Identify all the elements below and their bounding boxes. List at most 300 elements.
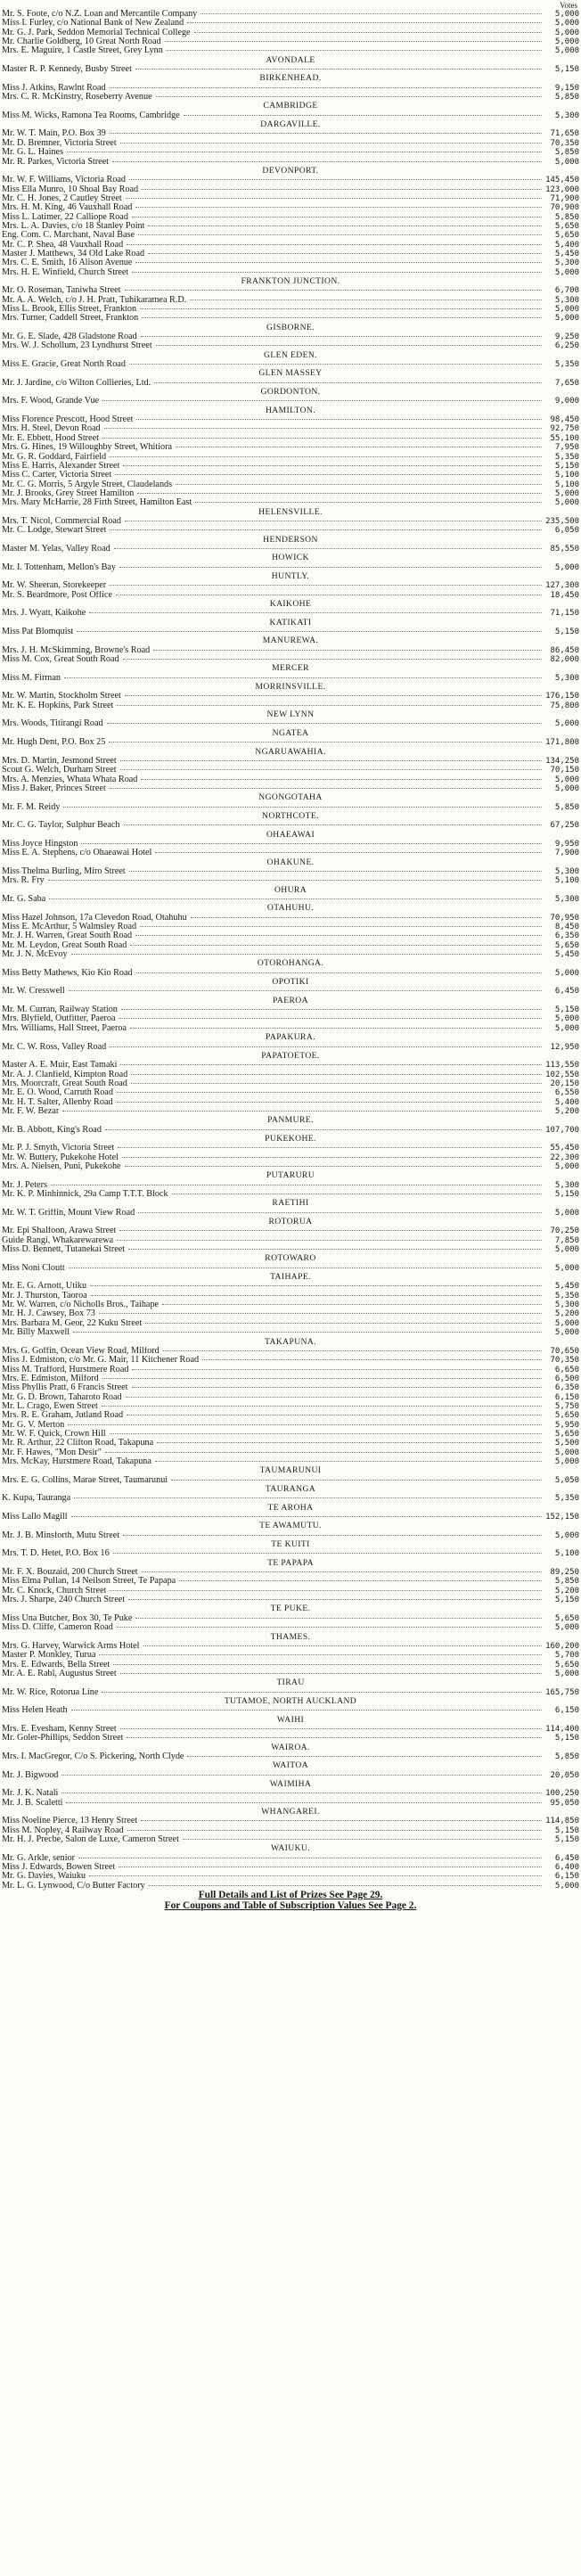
contestant-name: Mrs. F. Wood, Grande Vue (2, 397, 100, 406)
contestant-name: Mr. W. Martin, Stockholm Street (2, 692, 121, 701)
dot-leader (137, 493, 542, 494)
contestant-row (2, 176, 579, 185)
dot-leader (110, 1590, 542, 1591)
contestant-row (2, 415, 579, 424)
vote-count: 5,000 (554, 562, 579, 572)
contestant-row (2, 1374, 579, 1383)
contestant-row (2, 10, 579, 19)
contestant-row (2, 250, 579, 258)
vote-count: 5,000 (554, 488, 579, 498)
contestant-row (2, 1005, 579, 1014)
contestant-row (2, 1734, 579, 1743)
town-heading: DARGAVILLE. (260, 120, 321, 130)
vote-count: 22,300 (550, 1153, 579, 1162)
town-heading: KATIKATI (269, 618, 312, 628)
town-heading: MORRINSVILLE. (255, 683, 326, 693)
contestant-name: Mr. C. P. Shea, 48 Vauxhall Road (2, 240, 124, 250)
contestant-name: Master M. Yelas, Valley Road (2, 544, 110, 554)
dot-leader (135, 69, 542, 70)
dot-leader (117, 1627, 542, 1628)
contestant-name: Mr. W. Warren, c/o Nicholls Bros., Taihape (2, 1300, 160, 1310)
contestant-name: Mrs. Barbara M. Geor, 22 Kuku Street (2, 1318, 143, 1328)
contestant-name: Mr. G. J. Park, Seddon Memorial Technical College (2, 28, 191, 37)
contestant-name: Miss M. Nopley, 4 Railway Road (2, 1825, 124, 1835)
vote-count: 6,150 (554, 1872, 579, 1882)
dot-leader (99, 1654, 542, 1655)
contestant-row (2, 1107, 579, 1116)
contestant-row (2, 46, 579, 55)
vote-count: 5,000 (554, 1328, 579, 1338)
contestant-name: Mr. E. O. Wood, Carruth Road (2, 1088, 113, 1098)
town-heading: THAMES. (270, 1632, 311, 1642)
dot-leader (120, 769, 542, 770)
vote-count: 114,850 (545, 1817, 579, 1826)
vote-count: 5,100 (554, 876, 579, 886)
contestant-row (2, 1061, 579, 1070)
dot-leader (90, 1285, 542, 1286)
dot-leader (124, 824, 542, 825)
contestant-row (2, 1126, 579, 1135)
vote-count: 5,000 (554, 37, 579, 47)
vote-count: 5,350 (554, 1494, 579, 1504)
town-heading: PUKEKOHE. (265, 1134, 316, 1144)
contestant-name: Mr. J. B. Scaletti (2, 1798, 63, 1808)
dot-leader (110, 585, 542, 586)
contestant-row (2, 1771, 579, 1780)
dot-leader (48, 880, 542, 881)
contestant-row (2, 19, 579, 28)
town-heading: TE AROHA (267, 1503, 314, 1513)
vote-count: 5,300 (554, 1180, 579, 1190)
contestant-row (2, 1264, 579, 1273)
dot-leader (102, 1378, 542, 1379)
contestant-name: K. Kupa, Tauranga (2, 1494, 71, 1504)
town-heading: TE PAPAPA (267, 1558, 314, 1568)
dot-leader (71, 1516, 542, 1517)
town-heading: KAIKOHE (269, 600, 312, 609)
contestant-name: Mr. M. Leydon, Great South Road (2, 940, 127, 950)
contestant-row (2, 341, 579, 350)
dot-leader (117, 705, 542, 706)
contestant-row (2, 1236, 579, 1245)
dot-leader (118, 1147, 542, 1148)
contestant-row (2, 1448, 579, 1457)
contestant-row (2, 821, 579, 830)
vote-count: 9,000 (554, 397, 579, 406)
vote-count: 98,450 (550, 415, 579, 425)
vote-count: 18,450 (550, 590, 579, 600)
contestant-row (2, 591, 579, 600)
contestant-name: Mr. J. Jardine, c/o Wilton Collieries, Ltd. (2, 378, 151, 388)
dot-leader (127, 1737, 542, 1738)
dot-leader (138, 1212, 542, 1213)
town-heading: NGONGOTAHA (258, 793, 323, 803)
contestant-row (2, 1282, 579, 1291)
vote-count: 5,150 (554, 1190, 579, 1199)
vote-count: 7,950 (554, 443, 579, 453)
town-heading: WHANGAREI. (261, 1808, 320, 1817)
contestant-name: Mr. F. W. Bezar (2, 1106, 60, 1116)
dot-leader (131, 1083, 542, 1084)
contestant-row (2, 1568, 579, 1577)
contestant-name: Mr. F. Hawes, "Mon Desir" (2, 1448, 102, 1457)
dot-leader (128, 1249, 542, 1250)
contestant-row (2, 222, 579, 231)
vote-count: 6,550 (554, 1088, 579, 1098)
dot-leader (102, 1406, 542, 1407)
dot-leader (183, 1839, 542, 1840)
town-heading: ROTORUA (268, 1218, 313, 1227)
contestant-name: Mr. S. Foote, c/o N.Z. Loan and Mercantile Company (2, 10, 198, 19)
contestant-row (2, 453, 579, 462)
vote-count: 5,650 (554, 1411, 579, 1421)
vote-count: 5,100 (554, 471, 579, 480)
vote-count: 5,000 (554, 1456, 579, 1466)
contestant-name: Miss Phyllis Pratt, 6 Francis Street (2, 1383, 128, 1393)
town-heading: HENDERSON (263, 535, 318, 545)
contestant-row (2, 480, 579, 489)
contestant-name: Mrs. G. Hines, 19 Willoughby Street, Whitiora (2, 443, 173, 453)
contestant-name: Miss J. Edmiston, c/o Mr. G. Mair, 11 Kitchener Road (2, 1356, 200, 1366)
contestant-row (2, 1245, 579, 1254)
vote-count: 5,450 (554, 249, 579, 258)
dot-leader (187, 22, 542, 23)
dot-leader (107, 723, 542, 724)
vote-count: 5,300 (554, 258, 579, 268)
contestant-name: Eng. Com. C. Marchant, Naval Base (2, 231, 135, 241)
contestant-row (2, 129, 579, 138)
dot-leader (148, 253, 542, 254)
contestant-name: Mrs. I. MacGregor, C/o S. Pickering, North Clyde (2, 1752, 184, 1761)
contestant-name: Miss E. Harris, Alexander Street (2, 461, 120, 471)
vote-count: 6,700 (554, 286, 579, 296)
contestant-row (2, 1789, 579, 1798)
contestant-name: Miss E. Gracie, Great North Road (2, 360, 126, 370)
contestant-row (2, 1366, 579, 1374)
contestant-row (2, 1549, 579, 1558)
contestant-row (2, 674, 579, 683)
contestant-name: Mrs. McKay, Hurstmere Road, Takapuna (2, 1456, 151, 1466)
dot-leader (130, 1028, 542, 1029)
contestant-name: Miss Pat Blomquist (2, 628, 74, 637)
vote-count: 5,000 (554, 1245, 579, 1255)
vote-count: 5,300 (554, 1300, 579, 1310)
vote-count: 7,850 (554, 1235, 579, 1245)
contestant-row (2, 1651, 579, 1660)
contestant-row (2, 93, 579, 102)
vote-count: 5,200 (554, 1309, 579, 1319)
contestant-name: Miss Lallo Magill (2, 1513, 68, 1522)
vote-count: 107,700 (545, 1125, 579, 1135)
contestant-name: Mr. J. Bigwood (2, 1770, 59, 1780)
dot-leader (176, 484, 542, 485)
dot-leader (68, 1424, 542, 1425)
contestant-name: Mr. J. Thurston, Taoroa (2, 1291, 87, 1300)
vote-count: 5,050 (554, 1475, 579, 1485)
dot-leader (123, 1535, 542, 1536)
town-heading: NGARUAWAHIA. (255, 747, 326, 757)
town-heading: NGATEA (272, 728, 309, 738)
contestant-name: Mr. G. R. Goddard, Fairfield (2, 452, 107, 462)
contestant-name: Miss Una Butcher, Box 30, Te Puke (2, 1613, 133, 1623)
vote-count: 5,000 (554, 719, 579, 729)
contestant-name: Miss Helen Heath (2, 1706, 68, 1716)
town-heading: OHAKUNE. (266, 857, 315, 867)
contestant-row (2, 268, 579, 277)
contestant-name: Miss Noeline Pierce, 13 Henry Street (2, 1817, 138, 1826)
contestant-name: Mrs. J. Sharpe, 240 Church Street (2, 1596, 126, 1605)
contestant-name: Mr. W. T. Griffin, Mount View Road (2, 1208, 135, 1218)
dot-leader (73, 1332, 542, 1333)
contestant-name: Mr. W. Buttery, Pukekohe Hotel (2, 1153, 119, 1162)
town-heading: OHURA (274, 885, 307, 895)
dot-leader (141, 336, 542, 337)
vote-count: 67,250 (550, 821, 579, 831)
contestant-row (2, 1309, 579, 1318)
dot-leader (61, 1775, 542, 1776)
town-heading: TAURANGA (265, 1485, 316, 1494)
town-heading: TAIHAPE. (270, 1273, 311, 1283)
vote-count: 70,900 (550, 203, 579, 213)
contestant-row (2, 241, 579, 250)
vote-count: 20,150 (550, 1079, 579, 1088)
vote-count: 152,150 (545, 1513, 579, 1522)
dot-leader (120, 1728, 542, 1729)
vote-count: 5,150 (554, 65, 579, 75)
contestant-name: Mr. Epi Shalfoon, Arawa Street (2, 1226, 117, 1236)
vote-count: 5,200 (554, 1586, 579, 1596)
contestant-row (2, 1347, 579, 1356)
vote-count: 7,900 (554, 849, 579, 858)
vote-count: 9,250 (554, 332, 579, 342)
contestant-row (2, 1043, 579, 1052)
contestant-name: Mr. J. Peters (2, 1180, 47, 1190)
vote-count: 6,150 (554, 1392, 579, 1402)
town-heading: HOWICK (272, 554, 309, 563)
contestant-row (2, 1661, 579, 1669)
contestant-row (2, 1623, 579, 1632)
contestant-row (2, 517, 579, 526)
contestant-row (2, 1706, 579, 1715)
contestant-row (2, 563, 579, 572)
contestant-name: Mrs. G. Harvey, Warwick Arms Hotel (2, 1641, 140, 1651)
contestant-name: Mrs. C. E. Smith, 16 Alison Avenue (2, 258, 133, 268)
contestant-row (2, 738, 579, 747)
vote-count: 5,000 (554, 1530, 579, 1540)
contestant-row (2, 1393, 579, 1402)
contestant-row (2, 1799, 579, 1808)
contestant-name: Mr. J. N. McEvoy (2, 950, 68, 960)
town-heading: OPOTIKI (272, 978, 309, 988)
contestant-row (2, 766, 579, 775)
contestant-name: Mr. G. Arkle, senior (2, 1853, 76, 1863)
town-heading: GISBORNE. (266, 323, 315, 332)
contestant-row (2, 1421, 579, 1430)
vote-count: 5,000 (554, 10, 579, 19)
contestant-row (2, 424, 579, 433)
vote-count: 5,150 (554, 1835, 579, 1845)
contestant-row (2, 1430, 579, 1439)
vote-count: 5,150 (554, 1005, 579, 1015)
contestant-row (2, 1476, 579, 1485)
dot-leader (77, 631, 542, 632)
dot-leader (125, 1166, 542, 1167)
dot-leader (155, 852, 542, 853)
contestant-row (2, 876, 579, 885)
contestant-row (2, 489, 579, 498)
contestant-row (2, 1411, 579, 1420)
contestant-row (2, 1531, 579, 1540)
vote-count: 70,350 (550, 138, 579, 148)
dot-leader (135, 1618, 542, 1619)
dot-leader (112, 161, 542, 162)
dot-leader (69, 990, 542, 991)
dot-leader (128, 1599, 542, 1600)
town-heading: TAUMARUNUI (259, 1466, 322, 1476)
contestant-row (2, 1854, 579, 1863)
contestant-name: Mrs. E. Edwards, Bella Street (2, 1660, 110, 1669)
dot-leader (130, 945, 542, 946)
contestant-name: Mr. W. Cresswell (2, 987, 65, 997)
town-heading: NEW LYNN (266, 710, 315, 720)
contestant-name: Mr. W. T. Main, P.O. Box 39 (2, 129, 106, 139)
dot-leader (62, 1111, 542, 1112)
contestant-name: Miss Elma Pullan, 14 Neilson Street, Te Papapa (2, 1577, 176, 1587)
contestant-name: Miss Joyce Hingston (2, 839, 78, 849)
dot-leader (123, 659, 542, 660)
contestant-row (2, 1642, 579, 1651)
contestant-row (2, 194, 579, 203)
dot-leader (117, 1102, 542, 1103)
contestant-name: Mrs. W. J. Schollum, 23 Lyndhurst Street (2, 341, 152, 351)
contestant-row (2, 185, 579, 194)
vote-count: 5,000 (554, 305, 579, 314)
contestant-name: Mr. W. Rice, Rotorua Line (2, 1687, 99, 1697)
dot-leader (145, 1323, 542, 1324)
dot-leader (187, 1756, 542, 1757)
dot-leader (121, 1009, 542, 1010)
dot-leader (142, 1571, 542, 1572)
contestant-row (2, 360, 579, 369)
contestant-row (2, 1817, 579, 1825)
town-heading: HELENSVILLE. (258, 507, 323, 517)
vote-count: 7,650 (554, 378, 579, 388)
dot-leader (123, 465, 542, 466)
contestant-name: Mrs. C. R. McKinstry, Roseberry Avenue (2, 93, 152, 103)
contestant-row (2, 258, 579, 267)
vote-count: 5,000 (554, 1318, 579, 1328)
dot-leader (129, 179, 542, 180)
dot-leader (114, 548, 542, 549)
dot-leader (162, 1304, 542, 1305)
contestant-row (2, 701, 579, 710)
dot-leader (63, 807, 542, 808)
contestant-row (2, 332, 579, 341)
vote-count: 5,000 (554, 1208, 579, 1218)
vote-count: 5,000 (554, 157, 579, 167)
contestant-name: Mrs. L. A. Davies, c/o 18 Stanley Point (2, 221, 145, 231)
dot-leader (113, 1553, 542, 1554)
vote-count: 20,050 (550, 1770, 579, 1780)
dot-leader (89, 612, 542, 613)
dot-leader (117, 1240, 542, 1241)
contestant-name: Mr. D. Bremner, Victoria Street (2, 138, 117, 148)
contestant-name: Miss M. Wicks, Ramona Tea Rooms, Cambridge (2, 111, 180, 120)
contestant-row (2, 286, 579, 295)
vote-count: 5,000 (554, 1881, 579, 1891)
dot-leader (105, 1452, 542, 1453)
contestant-row (2, 1319, 579, 1328)
town-heading: TE KUITI (271, 1540, 310, 1550)
vote-count: 5,000 (554, 498, 579, 508)
contestant-name: Master A. E. Muir, East Tamaki (2, 1061, 118, 1071)
contestant-name: Mr. C. W. Ross, Valley Road (2, 1042, 107, 1052)
contestant-name: Mr. L. G. Lynwood, C/o Butter Factory (2, 1881, 145, 1891)
contestant-name: Mr. Goler-Phillips, Seddon Street (2, 1734, 124, 1743)
contestant-name: Mr. J. K. Natali (2, 1789, 59, 1799)
town-heading: OTOROHANGA. (257, 959, 324, 969)
prizes-footer-text: Full Details and List of Prizes See Page 29. (198, 1890, 383, 1901)
vote-count: 75,800 (550, 701, 579, 710)
dot-leader (142, 317, 542, 318)
dot-leader (105, 1129, 542, 1130)
contestant-name: Miss Florence Prescott, Hood Street (2, 415, 134, 425)
contestant-row (2, 231, 579, 240)
vote-count: 5,350 (554, 452, 579, 462)
vote-count: 5,200 (554, 1106, 579, 1116)
town-heading: WAIROA. (271, 1743, 310, 1752)
vote-count: 5,650 (554, 1429, 579, 1439)
vote-count: 5,000 (554, 46, 579, 56)
contestant-name: Mr. C. H. Jones, 2 Cautley Street (2, 193, 122, 203)
vote-count: 6,650 (554, 1365, 579, 1374)
contestant-row (2, 213, 579, 222)
contestant-row (2, 757, 579, 766)
town-heading: DEVONPORT. (262, 166, 319, 176)
contestant-name: Mr. J. B. Minsforth, Mutu Street (2, 1530, 120, 1540)
contestant-row (2, 471, 579, 480)
vote-count: 5,150 (554, 461, 579, 471)
contestant-name: Mr. K. P. Minhinnick, 29a Camp T.T.T. Block (2, 1190, 168, 1199)
contestant-name: Mrs. T. D. Hetet, P.O. Box 16 (2, 1549, 110, 1559)
contestant-name: Mrs. Mary McHarrie, 28 Firth Street, Hamilton East (2, 498, 192, 508)
contestant-name: Mrs. A. Nielsen, Puni, Pukekohe (2, 1161, 121, 1171)
vote-count: 123,000 (545, 185, 579, 194)
dot-leader (156, 96, 542, 97)
dot-leader (135, 207, 542, 208)
town-heading: BIRKENHEAD. (259, 74, 322, 84)
vote-count: 5,000 (554, 783, 579, 793)
vote-count: 6,400 (554, 1863, 579, 1873)
contestant-row (2, 1587, 579, 1596)
town-heading: HAMILTON. (265, 406, 316, 415)
dot-leader (110, 1433, 542, 1434)
contestant-name: Miss M. Trafford, Hurstmere Road (2, 1365, 129, 1374)
contestant-row (2, 37, 579, 46)
dot-leader (110, 456, 542, 457)
town-heading: GLEN MASSEY (258, 369, 323, 379)
dot-leader (191, 917, 542, 918)
contestant-name: Miss I. Furley, c/o National Bank of New Zealand (2, 19, 184, 29)
contestant-name: Mr. Hugh Dent, P.O. Box 25 (2, 738, 106, 748)
vote-count: 176,150 (545, 692, 579, 701)
contestant-name: Mr. A. E. Rabl, Augustus Street (2, 1669, 117, 1678)
town-heading: TUTAMOE, NORTH AUCKLAND (224, 1696, 357, 1706)
dot-leader (167, 50, 542, 51)
contestant-name: Mr. E. Ebbett, Hood Street (2, 433, 99, 443)
contestant-name: Mrs. Woods, Titirangi Road (2, 719, 103, 729)
contestant-name: Miss M. Firman (2, 673, 61, 683)
